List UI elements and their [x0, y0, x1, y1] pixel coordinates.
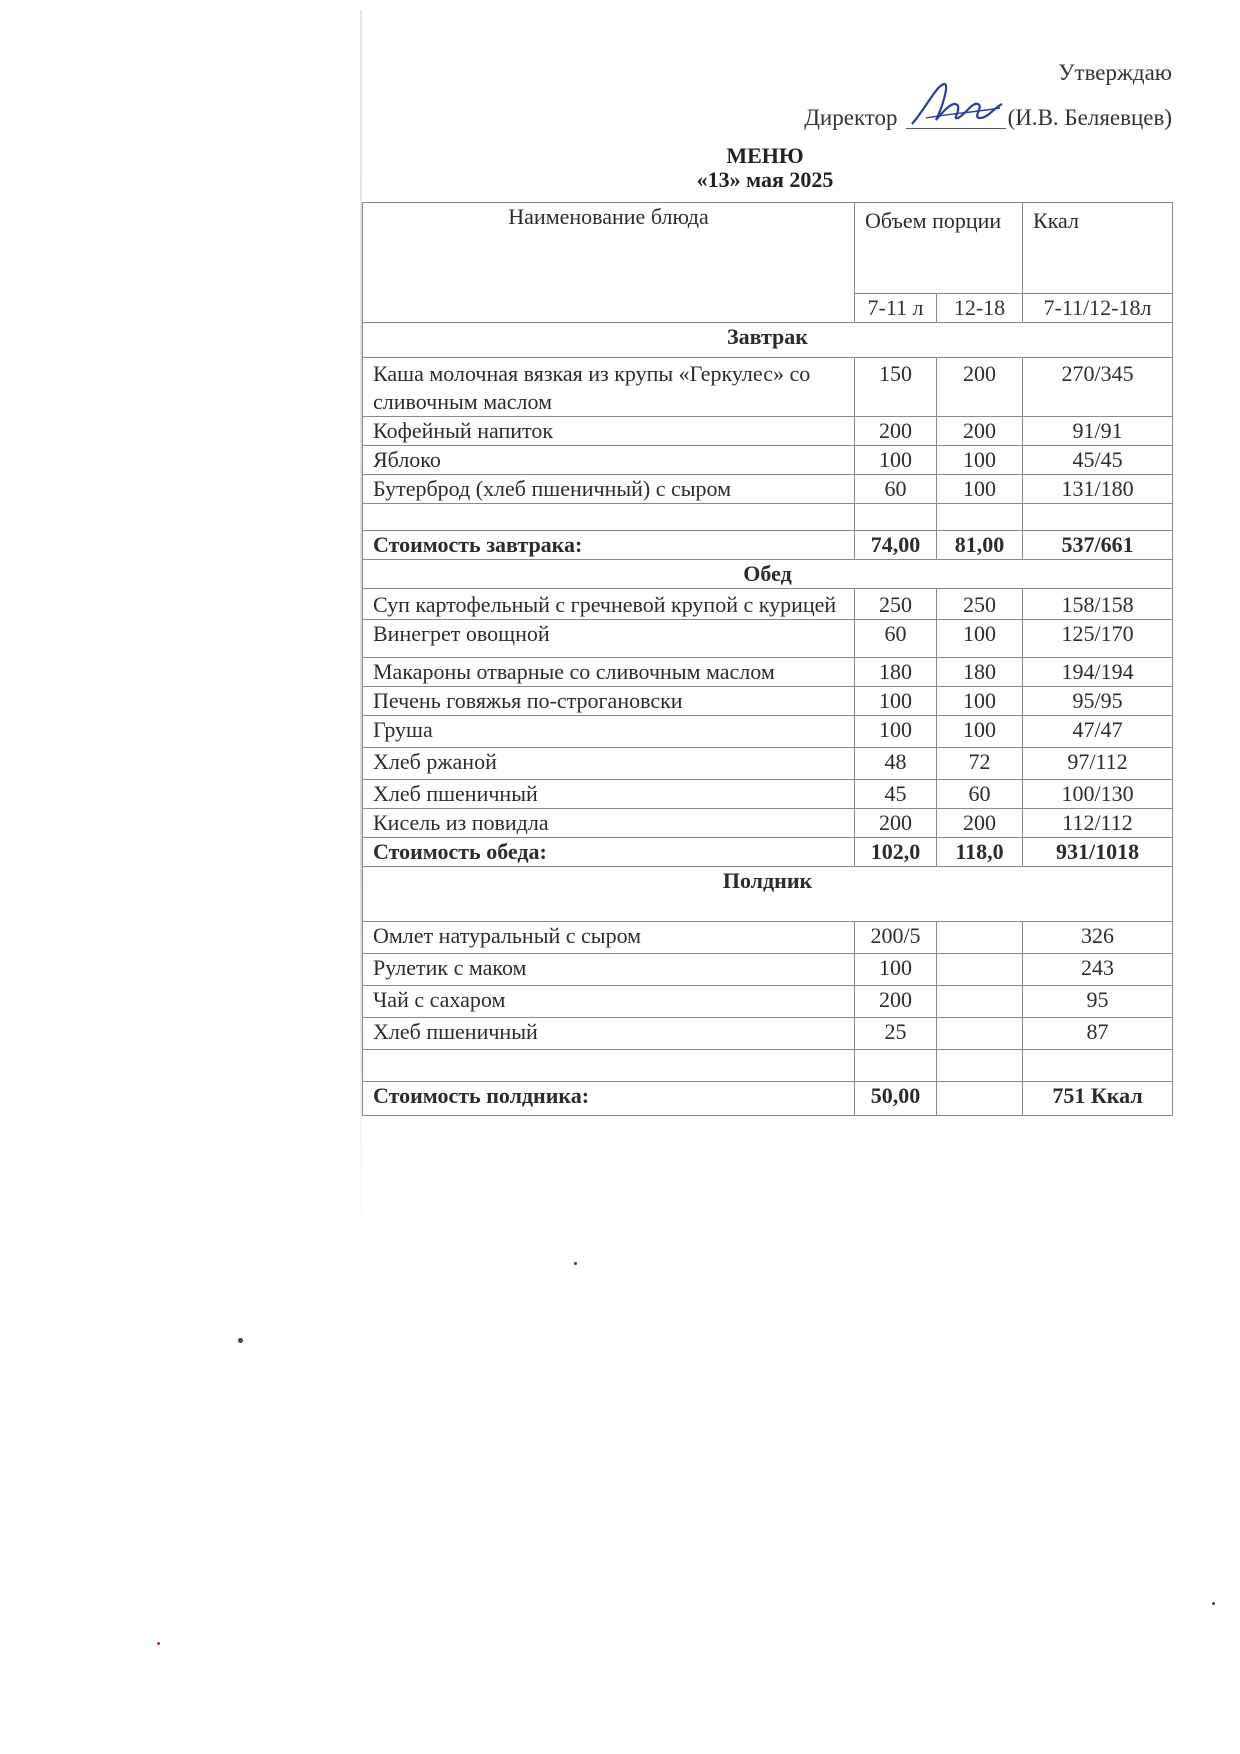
portion-7-11: 100 — [855, 446, 937, 475]
table-row — [363, 475, 1173, 504]
director-label: Директор — [804, 105, 898, 130]
scan-speck — [574, 1262, 577, 1265]
director-line — [804, 88, 1172, 133]
total-price-7-11: 50,00 — [855, 1082, 937, 1116]
blank-row — [363, 1050, 1173, 1082]
table-row — [363, 417, 1173, 446]
menu-title-block — [360, 144, 1170, 192]
total-price-7-11: 74,00 — [855, 531, 937, 560]
dish-name: Кисель из повидла — [363, 809, 855, 838]
kcal-value: 125/170 — [1023, 620, 1173, 658]
dish-name: Суп картофельный с гречневой крупой с курицей — [363, 589, 855, 620]
total-label: Стоимость завтрака: — [363, 531, 855, 560]
total-kcal: 931/1018 — [1023, 838, 1173, 867]
kcal-value: 158/158 — [1023, 589, 1173, 620]
total-price-12-18 — [937, 1082, 1023, 1116]
table-row — [363, 620, 1173, 658]
dish-name: Винегрет овощной — [363, 620, 855, 658]
kcal-value: 270/345 — [1023, 358, 1173, 417]
kcal-value: 45/45 — [1023, 446, 1173, 475]
total-label: Стоимость обеда: — [363, 838, 855, 867]
portion-12-18 — [937, 922, 1023, 954]
total-kcal: 537/661 — [1023, 531, 1173, 560]
dish-name: Печень говяжья по-строгановски — [363, 687, 855, 716]
portion-12-18: 200 — [937, 809, 1023, 838]
table-row — [363, 922, 1173, 954]
table-row — [363, 748, 1173, 780]
table-header-row — [363, 203, 1173, 294]
scan-speck — [157, 1642, 160, 1645]
dish-name: Каша молочная вязкая из крупы «Геркулес» со сливочным маслом — [363, 358, 855, 417]
kcal-value: 131/180 — [1023, 475, 1173, 504]
portion-12-18: 100 — [937, 687, 1023, 716]
portion-12-18: 200 — [937, 358, 1023, 417]
portion-7-11: 180 — [855, 658, 937, 687]
portion-12-18 — [937, 954, 1023, 986]
scan-speck — [238, 1338, 243, 1343]
total-price-7-11: 102,0 — [855, 838, 937, 867]
director-signature — [906, 84, 1006, 129]
portion-12-18: 100 — [937, 475, 1023, 504]
blank-row — [363, 504, 1173, 531]
portion-12-18: 60 — [937, 780, 1023, 809]
portion-12-18: 100 — [937, 716, 1023, 748]
scan-speck — [1212, 1602, 1215, 1605]
table-row — [363, 954, 1173, 986]
portion-7-11: 250 — [855, 589, 937, 620]
section-title-breakfast: Завтрак — [363, 323, 1173, 358]
portion-12-18: 100 — [937, 620, 1023, 658]
total-price-12-18: 118,0 — [937, 838, 1023, 867]
kcal-value: 194/194 — [1023, 658, 1173, 687]
table-row — [363, 780, 1173, 809]
total-label: Стоимость полдника: — [363, 1082, 855, 1116]
total-row-snack — [363, 1082, 1173, 1116]
dish-name: Макароны отварные со сливочным маслом — [363, 658, 855, 687]
total-row-breakfast — [363, 531, 1173, 560]
header-kcal: Ккал — [1023, 203, 1173, 294]
table-row — [363, 687, 1173, 716]
table-row — [363, 986, 1173, 1018]
kcal-value: 91/91 — [1023, 417, 1173, 446]
kcal-value: 95/95 — [1023, 687, 1173, 716]
dish-name: Бутерброд (хлеб пшеничный) с сыром — [363, 475, 855, 504]
dish-name: Хлеб пшеничный — [363, 780, 855, 809]
dish-name: Кофейный напиток — [363, 417, 855, 446]
portion-7-11: 25 — [855, 1018, 937, 1050]
portion-7-11: 200 — [855, 417, 937, 446]
portion-7-11: 200 — [855, 809, 937, 838]
portion-12-18: 250 — [937, 589, 1023, 620]
page-title: МЕНЮ — [726, 143, 804, 168]
portion-12-18: 180 — [937, 658, 1023, 687]
portion-7-11: 60 — [855, 475, 937, 504]
table-row — [363, 658, 1173, 687]
kcal-value: 326 — [1023, 922, 1173, 954]
approval-block — [804, 58, 1172, 133]
portion-7-11: 48 — [855, 748, 937, 780]
portion-7-11: 100 — [855, 716, 937, 748]
section-title-lunch: Обед — [363, 560, 1173, 589]
table-row — [363, 589, 1173, 620]
portion-12-18: 200 — [937, 417, 1023, 446]
header-dish-name: Наименование блюда — [363, 203, 855, 323]
section-row-snack — [363, 867, 1173, 922]
dish-name: Рулетик с маком — [363, 954, 855, 986]
kcal-value: 243 — [1023, 954, 1173, 986]
dish-name: Яблоко — [363, 446, 855, 475]
table-row — [363, 809, 1173, 838]
section-title-snack: Полдник — [363, 867, 1173, 922]
kcal-value: 100/130 — [1023, 780, 1173, 809]
kcal-value: 47/47 — [1023, 716, 1173, 748]
header-age-7-11: 7-11 л — [855, 294, 937, 323]
portion-7-11: 100 — [855, 687, 937, 716]
total-kcal: 751 Ккал — [1023, 1082, 1173, 1116]
director-name: (И.В. Беляевцев) — [1007, 105, 1172, 130]
table-row — [363, 1018, 1173, 1050]
portion-7-11: 200/5 — [855, 922, 937, 954]
table-row — [363, 446, 1173, 475]
header-portion-volume: Объем порции — [855, 203, 1023, 294]
portion-7-11: 60 — [855, 620, 937, 658]
kcal-value: 112/112 — [1023, 809, 1173, 838]
header-age-12-18: 12-18 — [937, 294, 1023, 323]
portion-12-18 — [937, 1018, 1023, 1050]
header-kcal-ages: 7-11/12-18л — [1023, 294, 1173, 323]
approval-text: Утверждаю — [1058, 60, 1172, 85]
dish-name: Чай с сахаром — [363, 986, 855, 1018]
menu-table — [362, 202, 1173, 1116]
kcal-value: 87 — [1023, 1018, 1173, 1050]
section-row-lunch — [363, 560, 1173, 589]
menu-date: «13» мая 2025 — [696, 167, 834, 192]
table-row — [363, 358, 1173, 417]
section-row-breakfast — [363, 323, 1173, 358]
portion-7-11: 200 — [855, 986, 937, 1018]
total-price-12-18: 81,00 — [937, 531, 1023, 560]
table-row — [363, 716, 1173, 748]
dish-name: Омлет натуральный с сыром — [363, 922, 855, 954]
portion-12-18 — [937, 986, 1023, 1018]
kcal-value: 95 — [1023, 986, 1173, 1018]
portion-7-11: 150 — [855, 358, 937, 417]
dish-name: Груша — [363, 716, 855, 748]
dish-name: Хлеб ржаной — [363, 748, 855, 780]
kcal-value: 97/112 — [1023, 748, 1173, 780]
portion-12-18: 100 — [937, 446, 1023, 475]
portion-12-18: 72 — [937, 748, 1023, 780]
portion-7-11: 45 — [855, 780, 937, 809]
total-row-lunch — [363, 838, 1173, 867]
dish-name: Хлеб пшеничный — [363, 1018, 855, 1050]
portion-7-11: 100 — [855, 954, 937, 986]
